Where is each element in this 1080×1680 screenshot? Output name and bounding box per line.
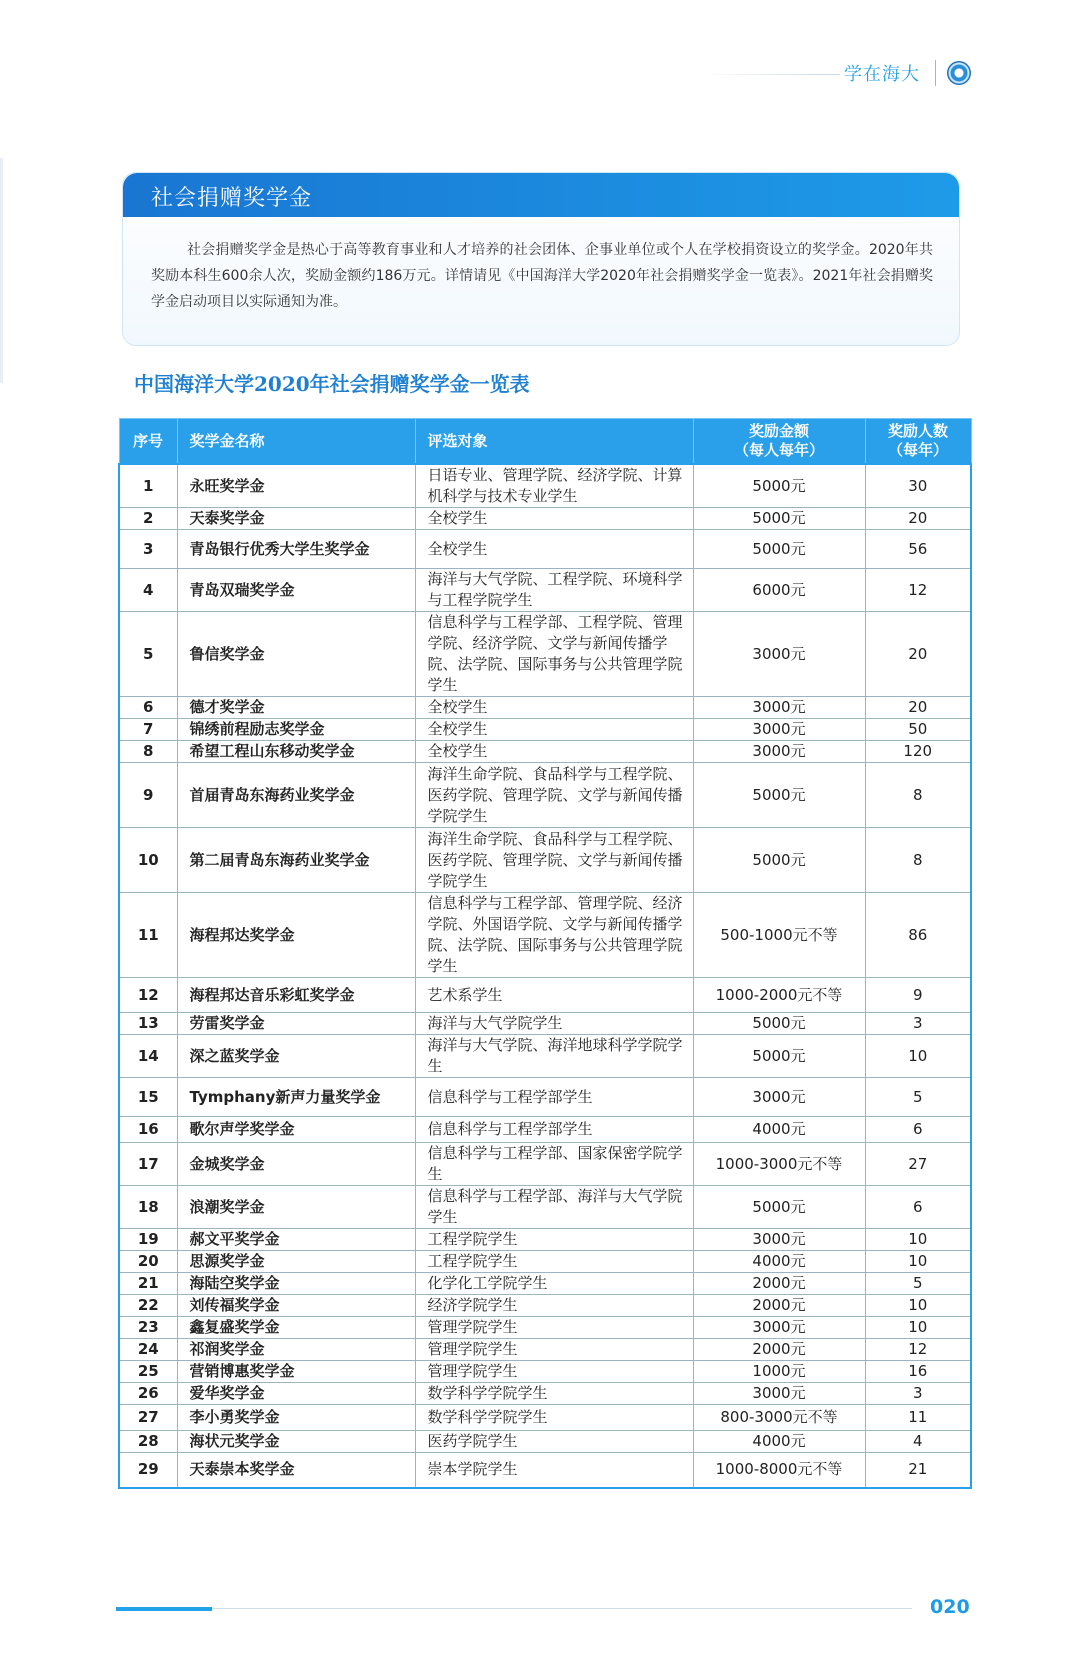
- cell-name: 天泰奖学金: [177, 508, 415, 530]
- header-separator: [935, 60, 936, 86]
- cell-seq: 17: [119, 1143, 177, 1186]
- cell-count: 11: [865, 1405, 971, 1431]
- intro-title: 社会捐赠奖学金: [151, 186, 313, 211]
- cell-count: 5: [865, 1273, 971, 1295]
- header-seq: 序号: [119, 419, 177, 465]
- cell-seq: 26: [119, 1383, 177, 1405]
- cell-amount: 5000元: [693, 828, 865, 893]
- cell-target: 日语专业、管理学院、经济学院、计算机科学与技术专业学生: [415, 464, 693, 508]
- cell-count: 16: [865, 1361, 971, 1383]
- cell-name: 爱华奖学金: [177, 1383, 415, 1405]
- cell-amount: 4000元: [693, 1117, 865, 1143]
- cell-seq: 23: [119, 1317, 177, 1339]
- cell-count: 50: [865, 719, 971, 741]
- header-amount-line2: （每人每年）: [733, 441, 824, 459]
- cell-name: 营销博惠奖学金: [177, 1361, 415, 1383]
- cell-target: 数学科学学院学生: [415, 1405, 693, 1431]
- cell-amount: 500-1000元不等: [693, 893, 865, 978]
- cell-amount: 5000元: [693, 763, 865, 828]
- cell-target: 信息科学与工程学部学生: [415, 1117, 693, 1143]
- cell-count: 6: [865, 1186, 971, 1229]
- cell-target: 崇本学院学生: [415, 1453, 693, 1488]
- cell-amount: 3000元: [693, 697, 865, 719]
- cell-amount: 2000元: [693, 1339, 865, 1361]
- cell-target: 艺术系学生: [415, 978, 693, 1013]
- cell-amount: 2000元: [693, 1273, 865, 1295]
- cell-amount: 5000元: [693, 1186, 865, 1229]
- cell-name: 歌尔声学奖学金: [177, 1117, 415, 1143]
- cell-amount: 3000元: [693, 719, 865, 741]
- cell-name: 金城奖学金: [177, 1143, 415, 1186]
- intro-header: [123, 173, 959, 217]
- cell-name: 劳雷奖学金: [177, 1013, 415, 1035]
- cell-count: 5: [865, 1078, 971, 1117]
- cell-amount: 5000元: [693, 530, 865, 569]
- cell-target: 全校学生: [415, 697, 693, 719]
- cell-name: 郝文平奖学金: [177, 1229, 415, 1251]
- cell-seq: 22: [119, 1295, 177, 1317]
- table-row: [119, 530, 971, 569]
- page-number: 020: [930, 1596, 970, 1618]
- cell-seq: 16: [119, 1117, 177, 1143]
- cell-target: 海洋生命学院、食品科学与工程学院、医药学院、管理学院、文学与新闻传播学院学生: [415, 828, 693, 893]
- table-row: [119, 612, 971, 697]
- cell-name: 海陆空奖学金: [177, 1273, 415, 1295]
- cell-target: 信息科学与工程学部学生: [415, 1078, 693, 1117]
- cell-count: 20: [865, 612, 971, 697]
- header-amount: [693, 419, 865, 465]
- header-name: 奖学金名称: [177, 419, 415, 465]
- cell-target: 信息科学与工程学部、海洋与大气学院学生: [415, 1186, 693, 1229]
- cell-seq: 1: [119, 464, 177, 508]
- cell-count: 21: [865, 1453, 971, 1488]
- cell-seq: 14: [119, 1035, 177, 1078]
- cell-amount: 1000-8000元不等: [693, 1453, 865, 1488]
- cell-seq: 10: [119, 828, 177, 893]
- cell-name: 永旺奖学金: [177, 464, 415, 508]
- cell-seq: 3: [119, 530, 177, 569]
- cell-seq: 11: [119, 893, 177, 978]
- header-brand: 学在海大: [844, 64, 920, 85]
- cell-name: 首届青岛东海药业奖学金: [177, 763, 415, 828]
- cell-target: 海洋与大气学院学生: [415, 1013, 693, 1035]
- table-row: [119, 1383, 971, 1405]
- table-row: [119, 697, 971, 719]
- table-header-row: [119, 419, 971, 465]
- cell-count: 10: [865, 1295, 971, 1317]
- table-row: [119, 1317, 971, 1339]
- cell-seq: 29: [119, 1453, 177, 1488]
- cell-name: 深之蓝奖学金: [177, 1035, 415, 1078]
- cell-name: 希望工程山东移动奖学金: [177, 741, 415, 763]
- table-row: [119, 1453, 971, 1488]
- cell-seq: 19: [119, 1229, 177, 1251]
- cell-name: 祁润奖学金: [177, 1339, 415, 1361]
- cell-target: 管理学院学生: [415, 1317, 693, 1339]
- cell-count: 12: [865, 1339, 971, 1361]
- cell-count: 8: [865, 828, 971, 893]
- header-count: [865, 419, 971, 465]
- cell-seq: 28: [119, 1431, 177, 1453]
- cell-seq: 7: [119, 719, 177, 741]
- cell-name: 鲁信奖学金: [177, 612, 415, 697]
- cell-count: 4: [865, 1431, 971, 1453]
- cell-seq: 25: [119, 1361, 177, 1383]
- cell-target: 工程学院学生: [415, 1251, 693, 1273]
- cell-name: 青岛银行优秀大学生奖学金: [177, 530, 415, 569]
- table-row: [119, 893, 971, 978]
- cell-name: 海状元奖学金: [177, 1431, 415, 1453]
- cell-amount: 3000元: [693, 1383, 865, 1405]
- cell-amount: 5000元: [693, 508, 865, 530]
- table-row: [119, 978, 971, 1013]
- header-count-line1: 奖励人数: [887, 422, 948, 440]
- cell-count: 20: [865, 697, 971, 719]
- cell-name: 第二届青岛东海药业奖学金: [177, 828, 415, 893]
- cell-count: 8: [865, 763, 971, 828]
- table-row: [119, 763, 971, 828]
- cell-target: 信息科学与工程学部、工程学院、管理学院、经济学院、文学与新闻传播学院、法学院、国际事务与公共管理学院学生: [415, 612, 693, 697]
- table-row: [119, 1143, 971, 1186]
- cell-seq: 5: [119, 612, 177, 697]
- table-row: [119, 1295, 971, 1317]
- cell-count: 6: [865, 1117, 971, 1143]
- cell-target: 管理学院学生: [415, 1339, 693, 1361]
- table-row: [119, 1431, 971, 1453]
- cell-target: 经济学院学生: [415, 1295, 693, 1317]
- cell-seq: 9: [119, 763, 177, 828]
- table-row: [119, 1273, 971, 1295]
- cell-name: 锦绣前程励志奖学金: [177, 719, 415, 741]
- cell-amount: 5000元: [693, 464, 865, 508]
- cell-target: 工程学院学生: [415, 1229, 693, 1251]
- cell-target: 数学科学学院学生: [415, 1383, 693, 1405]
- cell-name: 鑫复盛奖学金: [177, 1317, 415, 1339]
- cell-seq: 21: [119, 1273, 177, 1295]
- cell-count: 56: [865, 530, 971, 569]
- header-rule: [700, 74, 840, 75]
- cell-seq: 8: [119, 741, 177, 763]
- cell-target: 全校学生: [415, 719, 693, 741]
- scholarship-table: [118, 418, 972, 1489]
- table-row: [119, 569, 971, 612]
- table-row: [119, 1035, 971, 1078]
- cell-target: 海洋与大气学院、工程学院、环境科学与工程学院学生: [415, 569, 693, 612]
- table-row: [119, 464, 971, 508]
- cell-count: 10: [865, 1251, 971, 1273]
- cell-count: 30: [865, 464, 971, 508]
- cell-seq: 13: [119, 1013, 177, 1035]
- cell-seq: 15: [119, 1078, 177, 1117]
- table-row: [119, 1186, 971, 1229]
- cell-amount: 800-3000元不等: [693, 1405, 865, 1431]
- cell-amount: 3000元: [693, 1078, 865, 1117]
- cell-amount: 3000元: [693, 1229, 865, 1251]
- cell-amount: 3000元: [693, 741, 865, 763]
- cell-count: 10: [865, 1035, 971, 1078]
- table-row: [119, 1405, 971, 1431]
- cell-seq: 18: [119, 1186, 177, 1229]
- cell-seq: 2: [119, 508, 177, 530]
- cell-count: 120: [865, 741, 971, 763]
- cell-target: 医药学院学生: [415, 1431, 693, 1453]
- cell-target: 全校学生: [415, 508, 693, 530]
- cell-count: 3: [865, 1383, 971, 1405]
- cell-name: Tymphany新声力量奖学金: [177, 1078, 415, 1117]
- cell-name: 思源奖学金: [177, 1251, 415, 1273]
- cell-amount: 4000元: [693, 1431, 865, 1453]
- cell-seq: 6: [119, 697, 177, 719]
- table-title: 中国海洋大学2020年社会捐赠奖学金一览表: [134, 372, 530, 396]
- cell-amount: 4000元: [693, 1251, 865, 1273]
- intro-text: 社会捐赠奖学金是热心于高等教育事业和人才培养的社会团体、企事业单位或个人在学校捐资设立的奖学金。2020年共奖励本科生600余人次，奖励金额约186万元。详情请见《中国海洋大学2020年社会捐赠奖学金一览表》。2021年社会捐赠奖学金启动项目以实际通知为准。: [151, 242, 933, 310]
- cell-amount: 5000元: [693, 1013, 865, 1035]
- table-row: [119, 719, 971, 741]
- cell-count: 20: [865, 508, 971, 530]
- cell-seq: 12: [119, 978, 177, 1013]
- cell-amount: 1000元: [693, 1361, 865, 1383]
- cell-target: 海洋生命学院、食品科学与工程学院、医药学院、管理学院、文学与新闻传播学院学生: [415, 763, 693, 828]
- cell-count: 27: [865, 1143, 971, 1186]
- table-row: [119, 1013, 971, 1035]
- table-row: [119, 828, 971, 893]
- table-row: [119, 1229, 971, 1251]
- intro-box: [122, 172, 960, 346]
- table-row: [119, 1117, 971, 1143]
- cell-amount: 1000-3000元不等: [693, 1143, 865, 1186]
- cell-seq: 4: [119, 569, 177, 612]
- table-row: [119, 1078, 971, 1117]
- cell-seq: 24: [119, 1339, 177, 1361]
- cell-target: 化学化工学院学生: [415, 1273, 693, 1295]
- cell-name: 海程邦达音乐彩虹奖学金: [177, 978, 415, 1013]
- cell-count: 10: [865, 1317, 971, 1339]
- cell-count: 86: [865, 893, 971, 978]
- table-row: [119, 508, 971, 530]
- cell-target: 全校学生: [415, 530, 693, 569]
- cell-seq: 20: [119, 1251, 177, 1273]
- cell-target: 海洋与大气学院、海洋地球科学学院学生: [415, 1035, 693, 1078]
- cell-amount: 3000元: [693, 612, 865, 697]
- cell-seq: 27: [119, 1405, 177, 1431]
- cell-count: 12: [865, 569, 971, 612]
- table-row: [119, 1251, 971, 1273]
- cell-target: 全校学生: [415, 741, 693, 763]
- cell-count: 10: [865, 1229, 971, 1251]
- cell-target: 信息科学与工程学部、国家保密学院学生: [415, 1143, 693, 1186]
- cell-amount: 5000元: [693, 1035, 865, 1078]
- cell-count: 9: [865, 978, 971, 1013]
- cell-name: 海程邦达奖学金: [177, 893, 415, 978]
- table-row: [119, 741, 971, 763]
- university-emblem-icon: [947, 61, 971, 85]
- cell-name: 德才奖学金: [177, 697, 415, 719]
- side-edge-mark: [0, 158, 3, 383]
- cell-count: 3: [865, 1013, 971, 1035]
- cell-name: 刘传福奖学金: [177, 1295, 415, 1317]
- header-count-line2: （每年）: [887, 441, 948, 459]
- table-row: [119, 1361, 971, 1383]
- footer-accent-bar: [116, 1607, 212, 1611]
- header-target: 评选对象: [415, 419, 693, 465]
- cell-name: 李小勇奖学金: [177, 1405, 415, 1431]
- cell-target: 信息科学与工程学部、管理学院、经济学院、外国语学院、文学与新闻传播学院、法学院、国际事务与公共管理学院学生: [415, 893, 693, 978]
- cell-name: 浪潮奖学金: [177, 1186, 415, 1229]
- cell-name: 天泰崇本奖学金: [177, 1453, 415, 1488]
- cell-amount: 6000元: [693, 569, 865, 612]
- table-row: [119, 1339, 971, 1361]
- cell-amount: 3000元: [693, 1317, 865, 1339]
- header-amount-line1: 奖励金额: [748, 422, 809, 440]
- cell-amount: 1000-2000元不等: [693, 978, 865, 1013]
- cell-target: 管理学院学生: [415, 1361, 693, 1383]
- cell-amount: 2000元: [693, 1295, 865, 1317]
- cell-name: 青岛双瑞奖学金: [177, 569, 415, 612]
- footer-rule: [212, 1608, 912, 1609]
